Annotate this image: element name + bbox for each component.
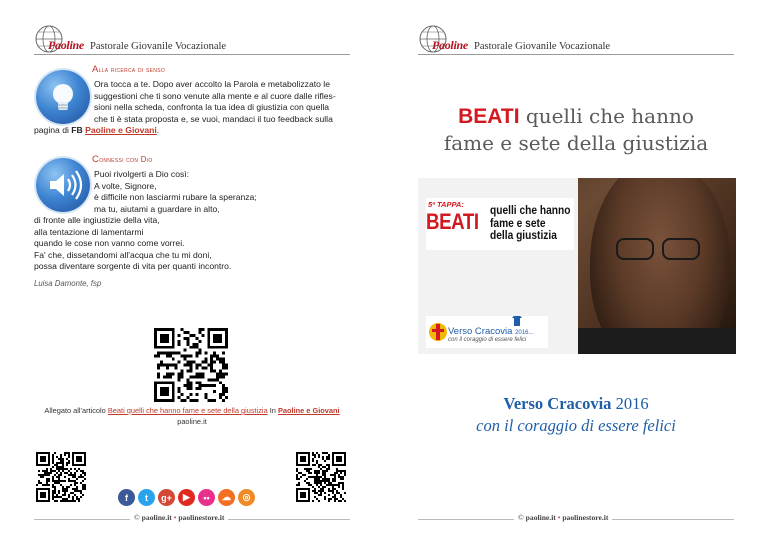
right-footer: © paoline.it • paolinestore.it (514, 513, 612, 522)
signature: Luisa Damonte, fsp (34, 279, 102, 288)
verso-cracovia-label: Verso Cracovia 2016... (448, 326, 534, 337)
cracovia-heading: Verso Cracovia 2016 (503, 394, 649, 413)
banner-text: quelli che hanno fame e sete della giustizia (490, 203, 571, 242)
brand-name: Paoline (48, 38, 84, 52)
header-rule (34, 54, 350, 55)
brand-name: Paoline (432, 38, 468, 52)
youtube-icon[interactable]: ▶ (178, 489, 195, 506)
qr-code-main[interactable] (154, 328, 228, 407)
prayer-full: di fronte alle ingiustizie della vita, alla tentazione di lamentarmi quando le cose non vanno come vorrei. Fa' che, dissetandomi all'acqua che tu mi doni, possa diventare sorgente di vita per quanti incontro. (34, 215, 232, 272)
cracovia-subheading: con il coraggio di essere felici (476, 416, 676, 435)
site-link[interactable]: Paoline e Giovani (277, 406, 340, 415)
google-plus-icon[interactable]: g+ (158, 489, 175, 506)
header-rule (418, 54, 734, 55)
banner-beati: BEATI (426, 209, 479, 234)
soundcloud-icon[interactable]: ☁ (218, 489, 235, 506)
section-title-connessi: Connessi con Dio (92, 154, 153, 165)
qr-code-right[interactable] (296, 452, 346, 507)
facebook-icon[interactable]: f (118, 489, 135, 506)
verso-cracovia-sub: con il coraggio di essere felici (448, 337, 527, 343)
left-footer: © paoline.it • paolinestore.it (130, 513, 228, 522)
attachment-note: Allegato all'articolo Beati quelli che hanno fame e sete della giustizia In Paoline e Giovani paoline.it (20, 405, 364, 427)
section1-text-indented: Ora tocca a te. Dopo aver accolto la Parola e metabolizzato le suggestioni che ti sono venute alla mente e al cuore dalle rifles- sioni nella scheda, confronta la tua idea di giustizia con quella che ti è stata proposta e, se vuoi, mandaci il tuo feedback sulla (94, 79, 336, 124)
right-header (418, 24, 610, 54)
social-icons (118, 489, 255, 506)
cover-photo (418, 178, 736, 354)
section1-last-line: pagina di FB Paoline e Giovani. (34, 125, 160, 135)
header-subtitle: Pastorale Giovanile Vocazionale (90, 41, 227, 52)
qr-code-left[interactable] (36, 452, 86, 507)
prayer-indented: Puoi rivolgerti a Dio così: A volte, Signore, è difficile non lasciarmi rubare la speranza; ma tu, aiutami a guardare in alto, (94, 169, 257, 214)
twitter-icon[interactable]: t (138, 489, 155, 506)
paoline-giovani-link[interactable]: Paoline e Giovani (85, 125, 157, 135)
main-title: BEATI quelli che hanno fame e sete della giustizia (443, 104, 709, 155)
paoline-logo (418, 24, 470, 54)
attachment-domain: paoline.it (177, 417, 207, 426)
article-link[interactable]: Beati quelli che hanno fame e sete della giustizia (107, 406, 268, 415)
tappa-label: 5ª TAPPA: (428, 200, 464, 209)
flickr-icon[interactable]: •• (198, 489, 215, 506)
speaker-sound-icon (36, 158, 90, 212)
lightbulb-icon (36, 70, 90, 124)
paoline-logo (34, 24, 86, 54)
left-header (34, 24, 226, 54)
target-icon[interactable]: ◎ (238, 489, 255, 506)
header-subtitle: Pastorale Giovanile Vocazionale (474, 41, 611, 52)
right-page (384, 0, 768, 543)
section-title-ricerca: Alla ricerca di senso (92, 64, 166, 75)
